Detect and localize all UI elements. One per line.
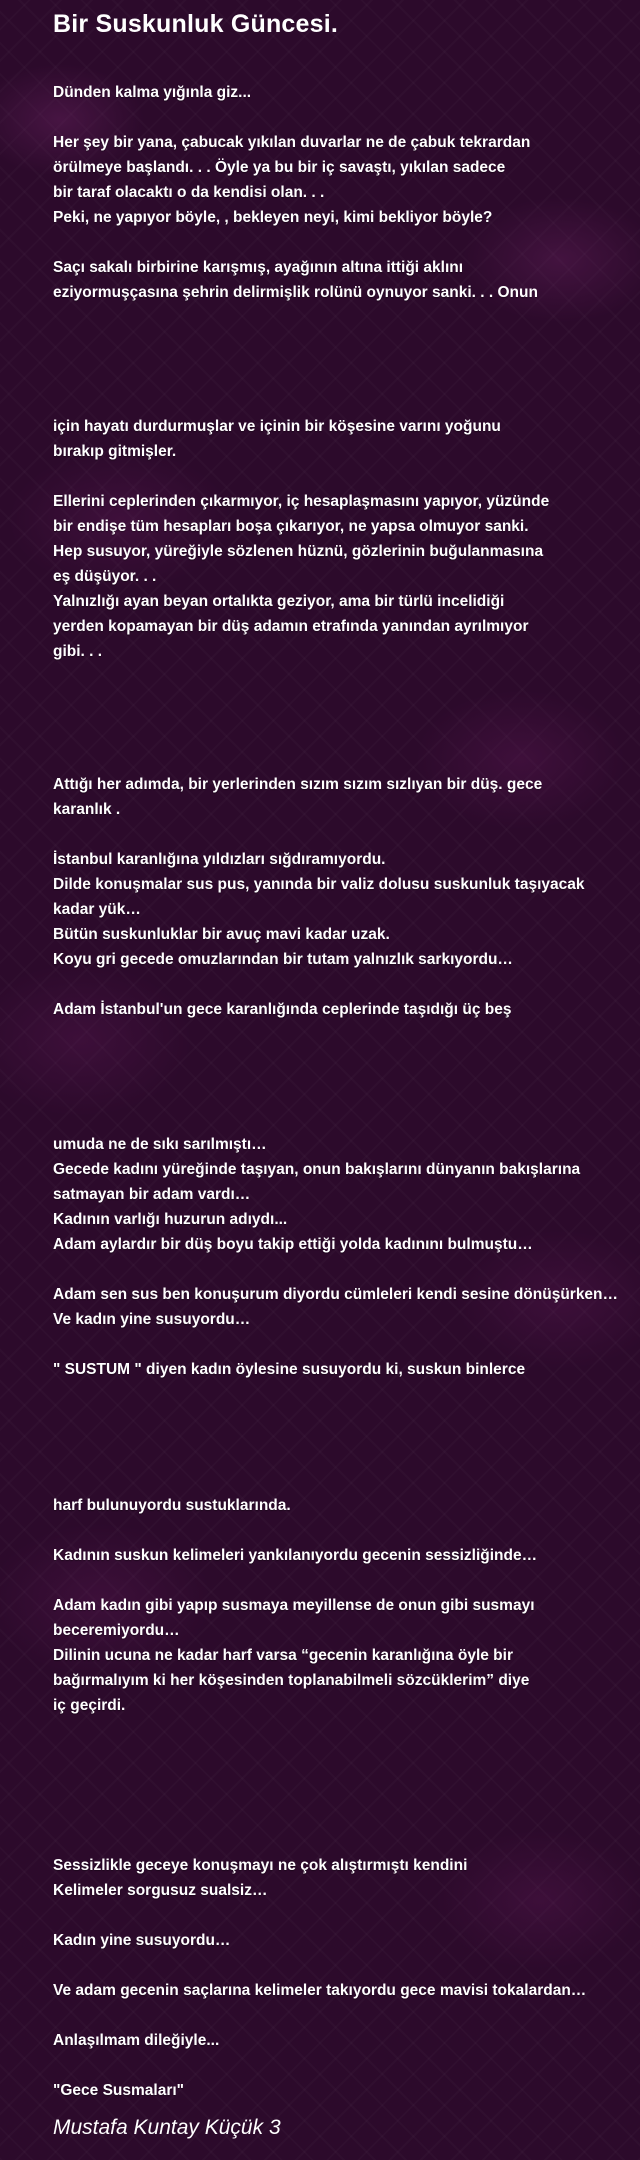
poem-text-block: Attığı her adımda, bir yerlerinden sızım sızım sızlıyan bir düş. gece karanlık . İstanbul karanlığına yıldızları sığdıramıyordu. Dilde konuşmalar sus pus, yanında bir valiz dolusu suskunluk taşıyacak kadar yük… Bütün suskunluklar bir avuç mavi kadar uzak. Koyu gri gecede omuzlarından bir tutam yalnızlık sarkıyordu… Adam İstanbul'un gece karanlığında ceplerinde taşıdığı üç beş	[53, 776, 585, 1018]
poem-text-block: için hayatı durdurmuşlar ve içinin bir köşesine varını yoğunu bırakıp gitmişler. Ellerini ceplerinden çıkarmıyor, iç hesaplaşmasını yapıyor, yüzünde bir endişe tüm hesapları boşa çıkarıyor, ne yapsa olmuyor sanki. Hep susuyor, yüreğiyle sözlenen hüznü, gözlerinin buğulanmasına eş düşüyor. . . Yalnızlığı ayan beyan ortalıkta geziyor, ama bir türlü incelidiği yerden kopamayan bir düş adamın etrafında yanından ayrılmıyor gibi. . .	[53, 418, 550, 660]
poem-text-block: Dünden kalma yığınla giz... Her şey bir yana, çabucak yıkılan duvarlar ne de çabuk tekrardan örülmeye başlandı. . . Öyle ya bu bir iç savaştı, yıkılan sadece bir taraf olacaktı o da kendisi olan. . . Peki, ne yapıyor böyle, , bekleyen neyi, kimi bekliyor böyle? Saçı sakalı birbirine karışmış, ayağının altına ittiği aklını eziyormuşçasına şehrin delirmişlik rolünü oynuyor sanki. . . Onun	[53, 84, 538, 301]
poem-text-block: Sessizlikle geceye konuşmayı ne çok alıştırmıştı kendini Kelimeler sorgusuz sualsiz… Kadın yine susuyordu… Ve adam gecenin saçlarına kelimeler takıyordu gece mavisi tokalardan… Anlaşılmam dileğiyle... "Gece Susmaları"	[53, 1857, 587, 2099]
poem-text-block: umuda ne de sıkı sarılmıştı… Gecede kadını yüreğinde taşıyan, onun bakışlarını dünyanın bakışlarına satmayan bir adam vardı… Kadının varlığı huzurun adıydı... Adam aylardır bir düş boyu takip ettiği yolda kadınını bulmuştu… Adam sen sus ben konuşurum diyordu cümleleri kendi sesine dönüşürken… Ve kadın yine susuyordu… " SUSTUM " diyen kadın öylesine susuyordu ki, suskun binlerce	[53, 1136, 619, 1378]
author-signature: Mustafa Kuntay Küçük 3	[53, 2116, 281, 2139]
poem-text-block: harf bulunuyordu sustuklarında. Kadının suskun kelimeleri yankılanıyordu gecenin sessizliğinde… Adam kadın gibi yapıp susmaya meyillense de onun gibi susmayı beceremiyordu… Dilinin ucuna ne kadar harf varsa “gecenin karanlığına öyle bir bağırmalıyım ki her köşesinden toplanabilmeli sözcüklerim” diye iç geçirdi.	[53, 1497, 538, 1714]
poem-title: Bir Suskunluk Güncesi.	[53, 10, 339, 38]
